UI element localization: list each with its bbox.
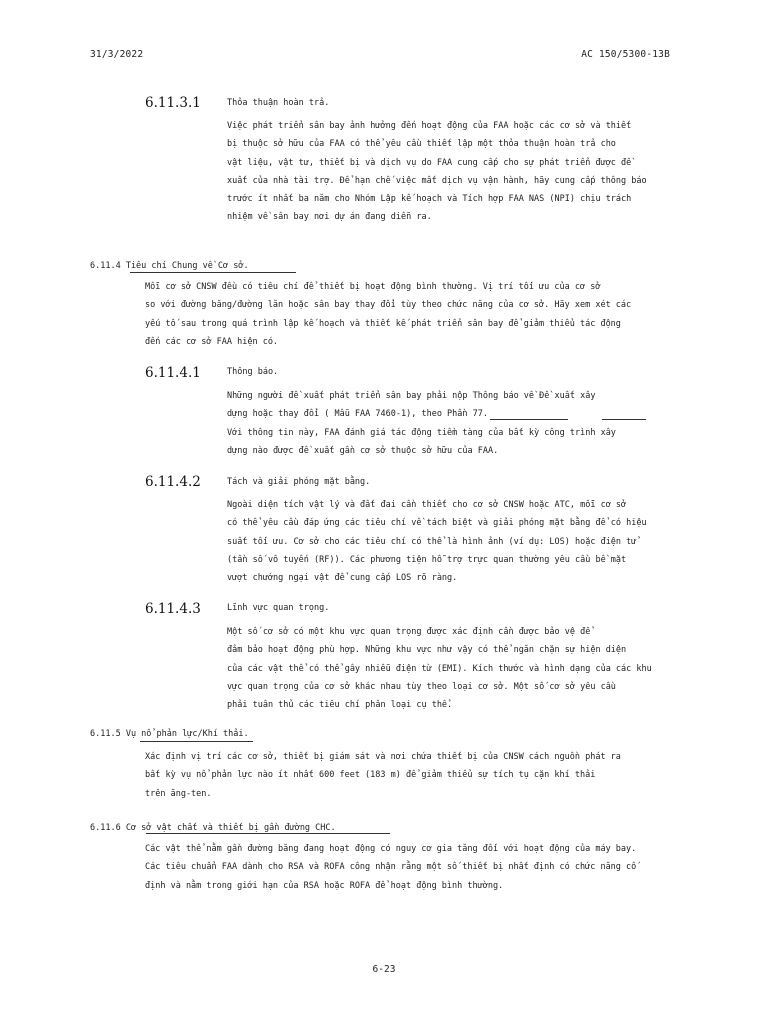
text-line: Với thông tin này, FAA đánh giá tác động tiềm tàng của bất kỳ công trình xây [227,427,616,438]
text-line: Một số cơ sở có một khu vực quan trọng được xác định cần được bảo vệ để [227,627,591,637]
section-title-6-11-3-1: Thỏa thuận hoàn trả. [227,98,330,108]
text-line: Mỗi cơ sở CNSW đều có tiêu chí để thiết bị hoạt động bình thường. Vị trí tối ưu của cơ sở [145,282,601,292]
section-title-6-11-4-3: Lĩnh vực quan trọng. [227,603,330,613]
text-line: xuất của nhà tài trợ. Để hạn chế việc mất dịch vụ vận hành, hãy cung cấp thông báo [227,175,647,186]
paragraph-6-11-4 [145,278,631,351]
text-line: đảm bảo hoạt động phù hợp. Những khu vực như vậy có thể ngăn chặn sự hiện diện [227,645,627,656]
text-line: (tần số vô tuyến (RF)). Các phương tiện hỗ trợ trực quan thường yêu cầu bề mặt [227,554,627,565]
text-line: so với đường băng/đường lăn hoặc sân bay thay đổi tùy theo chức năng của cơ sở. Hãy xem xét các [145,300,632,311]
section-title-6-11-4-1: Thông báo. [227,367,279,377]
text-line: Các tiêu chuẩn FAA dành cho RSA và ROFA công nhận rằng một số thiết bị nhất định có chức năng cố [145,862,637,873]
section-number-6-11-4-2: 6.11.4.2 [145,474,201,490]
text-line: nhiệm về sân bay nơi dự án đang diễn ra. [227,212,432,223]
text-line: trước ít nhất ba năm cho Nhóm Lập kế hoạch và Tích hợp FAA NAS (NPI) chịu trách [227,194,632,205]
form-underline [490,419,568,420]
text-line: phải tuân thủ các tiêu chí phân loại cụ thể. [227,700,453,711]
paragraph-6-11-5 [145,748,621,803]
section-heading-6-11-5: 6.11.5 Vụ nổ phản lực/Khí thải. [90,729,249,739]
header-doc-id: AC 150/5300-13B [581,49,670,60]
text-line: của các vật thể có thể gây nhiễu điện từ (EMI). Kích thước và hình dạng của các khu [227,663,652,674]
section-number-6-11-3-1: 6.11.3.1 [145,95,201,111]
section-title-6-11-4-2: Tách và giải phóng mặt bằng. [227,477,371,487]
paragraph-6-11-4-1 [227,387,616,460]
text-line: Ngoài diện tích vật lý và đất đai cần thiết cho cơ sở CNSW hoặc ATC, mỗi cơ sở [227,500,627,510]
paragraph-6-11-3-1 [227,117,647,227]
form-underline [602,419,646,420]
text-line: Xác định vị trí các cơ sở, thiết bị giám sát và nơi chứa thiết bị của CNSW cách nguồn phát ra [145,752,621,762]
text-line: bất kỳ vụ nổ phản lực nào ít nhất 600 feet (183 m) để giảm thiểu sự tích tụ cặn khí thải [145,770,596,781]
text-line: yếu tố sau trong quá trình lập kế hoạch và thiết kế phát triển sân bay để giảm thiểu tác động [145,318,621,329]
section-number-6-11-4-1: 6.11.4.1 [145,365,201,381]
section-heading-6-11-4: 6.11.4 Tiêu chí Chung về Cơ sở. [90,261,249,271]
heading-underline [146,833,390,834]
paragraph-6-11-4-3 [227,623,652,714]
text-line: trên ăng-ten. [145,788,212,799]
paragraph-6-11-6 [145,840,636,895]
text-line: vật liệu, vật tư, thiết bị và dịch vụ do FAA cung cấp cho sự phát triển được đề [227,157,632,168]
heading-underline [130,272,296,273]
text-line: dựng nào được đề xuất gần cơ sở thuộc sở hữu của FAA. [227,445,499,456]
text-line: Việc phát triển sân bay ảnh hưởng đến hoạt động của FAA hoặc các cơ sở và thiết [227,121,632,131]
text-line: suất tối ưu. Cơ sở cho các tiêu chí có thể là hình ảnh (ví dụ: LOS) hoặc điện tử [227,536,637,547]
text-line: vượt chướng ngại vật để cung cấp LOS rõ ràng. [227,573,458,584]
paragraph-6-11-4-2 [227,496,647,587]
text-line: dựng hoặc thay đổi ( Mẫu FAA 7460-1), theo Phần 77. [227,409,488,420]
section-heading-6-11-6: 6.11.6 Cơ sở vật chất và thiết bị gần đường CHC. [90,823,336,833]
text-line: Những người đề xuất phát triển sân bay phải nộp Thông báo về Đề xuất xây [227,391,596,401]
text-line: vực quan trọng của cơ sở khác nhau tùy theo loại cơ sở. Một số cơ sở yêu cầu [227,681,616,692]
text-line: bị thuộc sở hữu của FAA có thể yêu cầu thiết lập một thỏa thuận hoàn trả cho [227,139,616,150]
header-date: 31/3/2022 [90,49,144,60]
heading-underline [140,741,253,742]
text-line: đến các cơ sở FAA hiện có. [145,336,279,347]
section-number-6-11-4-3: 6.11.4.3 [145,601,201,617]
text-line: định và nằm trong giới hạn của RSA hoặc ROFA để hoạt động bình thường. [145,880,504,891]
page-number: 6-23 [372,964,396,975]
text-line: Các vật thể nằm gần đường băng đang hoạt động có nguy cơ gia tăng đối với hoạt động của máy bay. [145,844,637,854]
text-line: có thể yêu cầu đáp ứng các tiêu chí về tách biệt và giải phóng mặt bằng để có hiệu [227,518,647,529]
